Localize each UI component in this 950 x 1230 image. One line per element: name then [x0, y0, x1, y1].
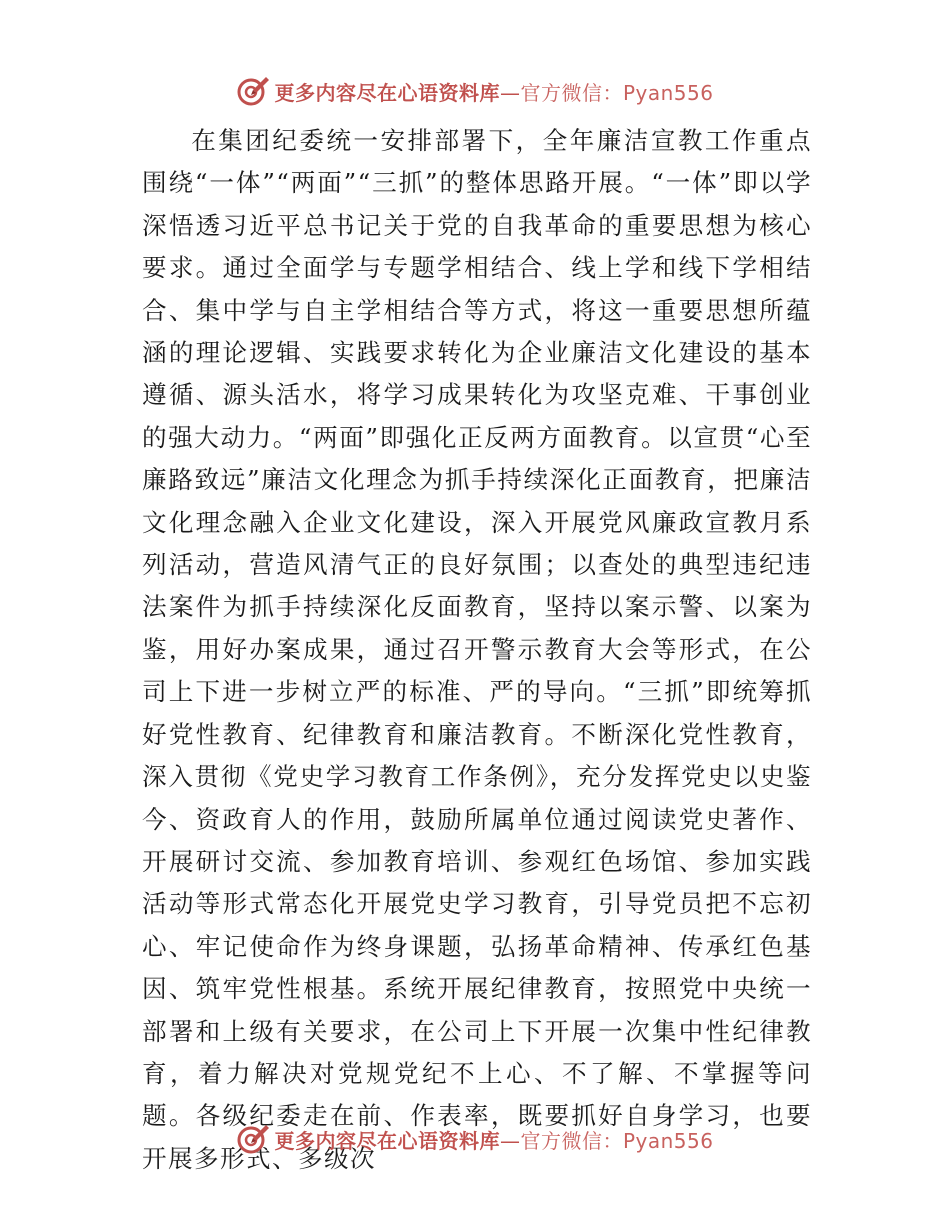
- body-paragraph: 在集团纪委统一安排部署下，全年廉洁宣教工作重点围绕“一体”“两面”“三抓”的整体思路开展。“一体”即以学深悟透习近平总书记关于党的自我革命的重要思想为核心要求。通过全面学与专题学相结合、线上学和线下学相结合、集中学与自主学相结合等方式，将这一重要思想所蕴涵的理论逻辑、实践要求转化为企业廉洁文化建设的基本遵循、源头活水，将学习成果转化为攻坚克难、干事创业的强大动力。“两面”即强化正反两方面教育。以宣贯“心至廉路致远”廉洁文化理念为抓手持续深化正面教育，把廉洁文化理念融入企业文化建设，深入开展党风廉政宣教月系列活动，营造风清气正的良好氛围；以查处的典型违纪违法案件为抓手持续深化反面教育，坚持以案示警、以案为鉴，用好办案成果，通过召开警示教育大会等形式，在公司上下进一步树立严的标准、严的导向。“三抓”即统筹抓好党性教育、纪律教育和廉洁教育。不断深化党性教育，深入贯彻《党史学习教育工作条例》，充分发挥党史以史鉴今、资政育人的作用，鼓励所属单位通过阅读党史著作、开展研讨交流、参加教育培训、参观红色场馆、参加实践活动等形式常态化开展党史学习教育，引导党员把不忘初心、牢记使命作为终身课题，弘扬革命精神、传承红色基因、筑牢党性根基。系统开展纪律教育，按照党中央统一部署和上级有关要求，在公司上下开展一次集中性纪律教育，着力解决对党规党纪不上心、不了解、不掌握等问题。各级纪委走在前、作表率，既要抓好自身学习，也要开展多形式、多级次: [142, 126, 812, 1173]
- footer-watermark-banner: [0, 1119, 950, 1159]
- footer-watermark-text: [274, 1125, 713, 1154]
- footer-contact-text: 官方微信：Pyan556: [520, 1128, 714, 1153]
- header-separator: —: [499, 80, 521, 105]
- pen-circle-logo-icon: [236, 74, 270, 108]
- footer-brand-text: 更多内容尽在心语资料库: [274, 1128, 500, 1153]
- header-brand-text: 更多内容尽在心语资料库: [274, 80, 500, 105]
- header-contact-text: 官方微信：Pyan556: [520, 80, 714, 105]
- header-watermark-text: [274, 77, 713, 106]
- header-watermark-banner: [0, 71, 950, 111]
- pen-circle-logo-icon: [236, 1122, 270, 1156]
- footer-separator: —: [499, 1128, 521, 1153]
